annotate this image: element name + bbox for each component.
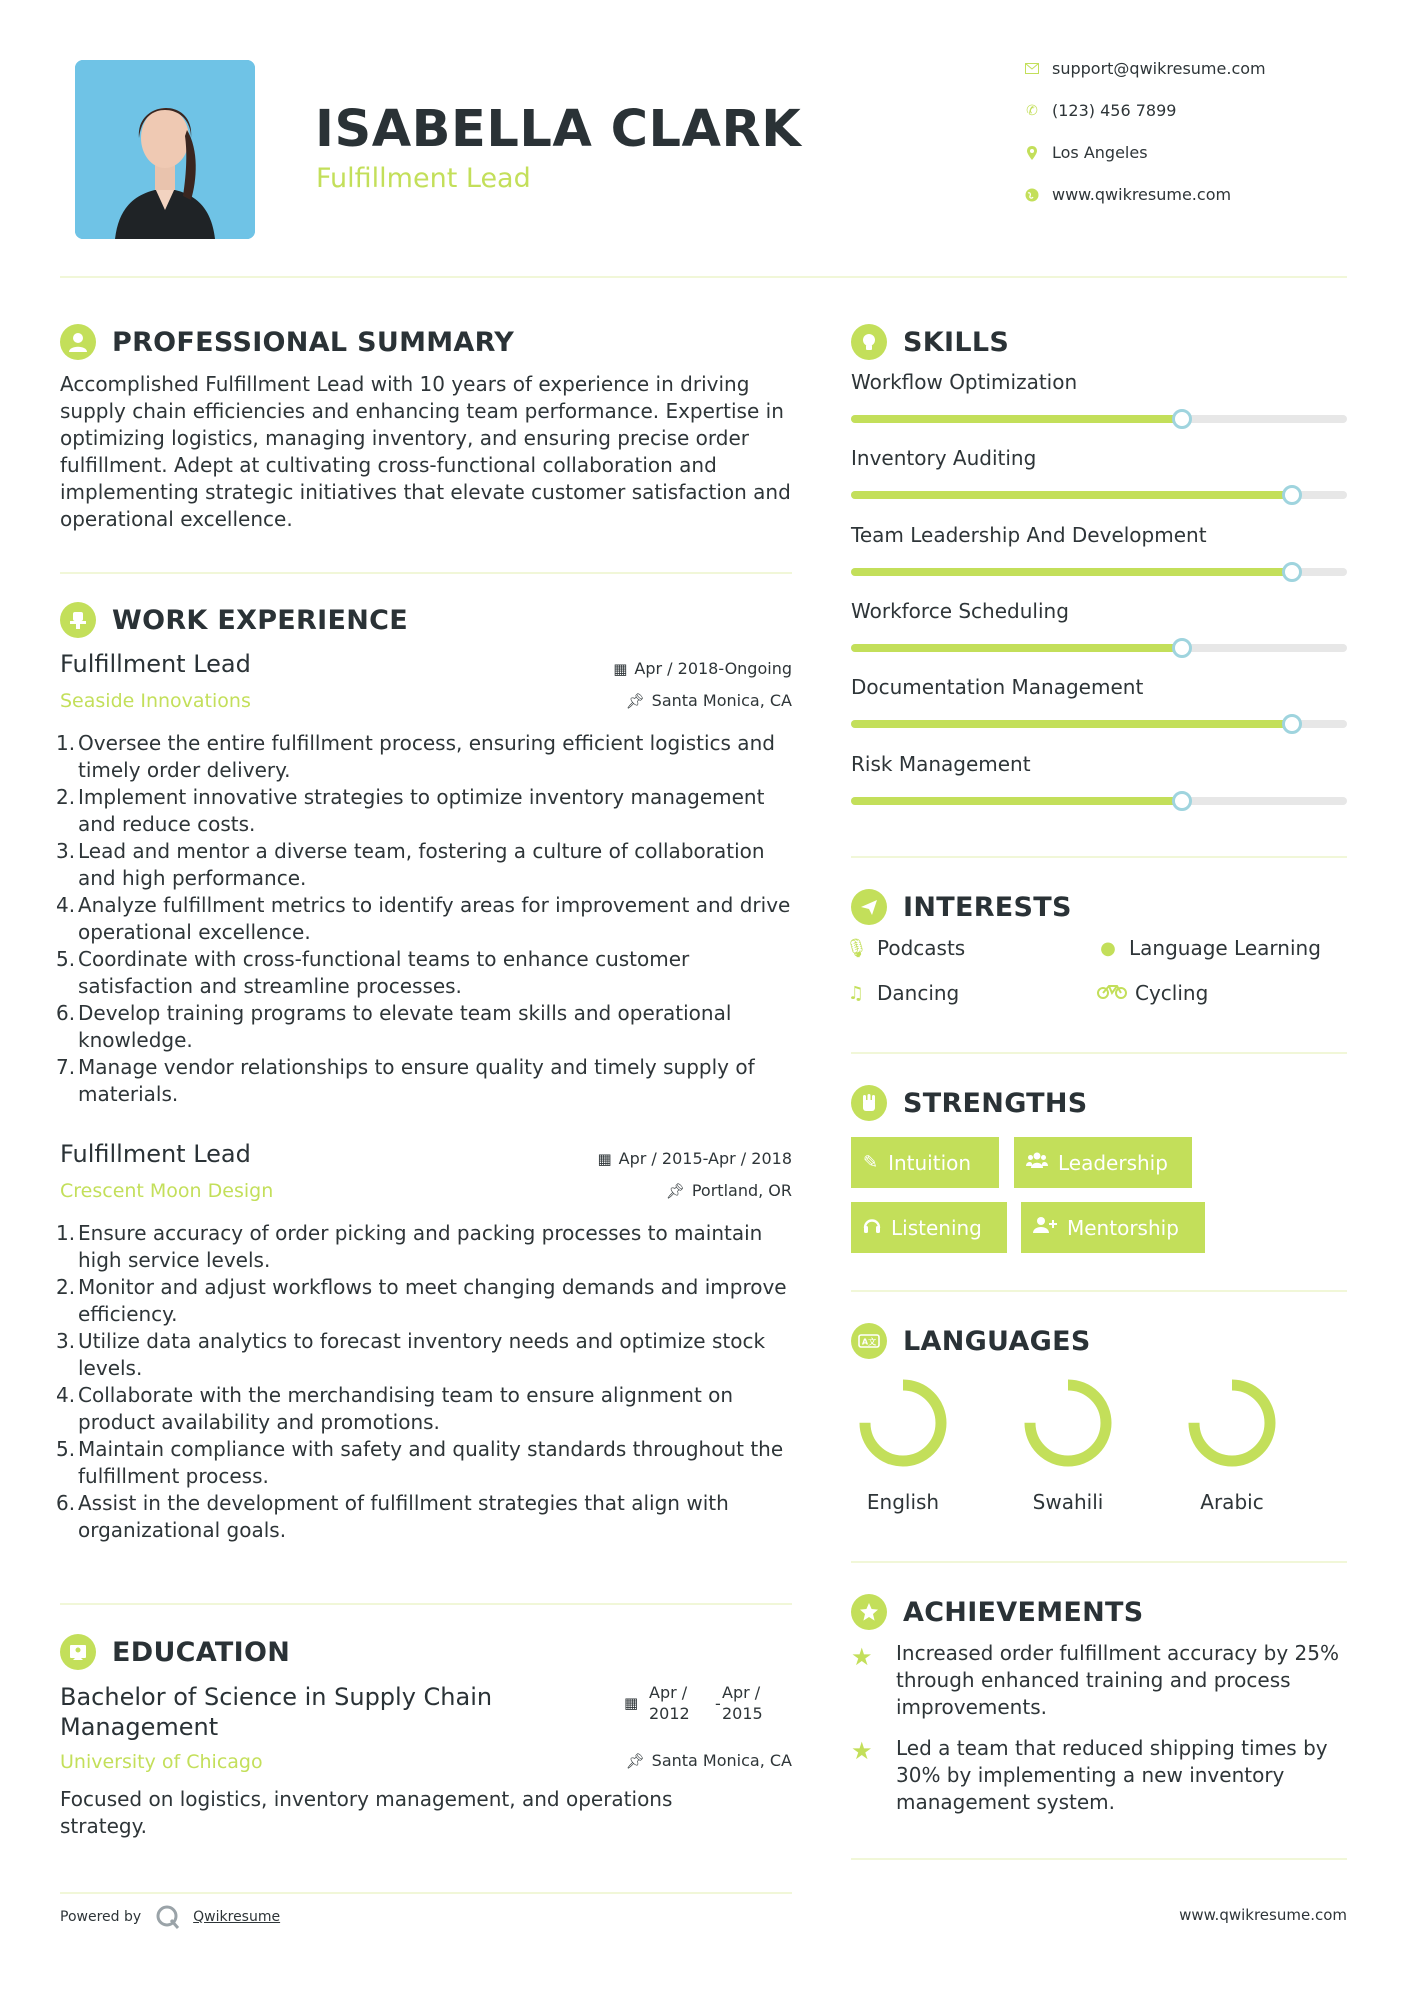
language-level-ring (853, 1373, 953, 1473)
languages-divider (851, 1561, 1347, 1563)
interest-dancing (845, 981, 959, 1005)
skills-divider (851, 856, 1347, 858)
job-1-location-text: Santa Monica, CA (651, 691, 792, 710)
candidate-name: ISABELLA CLARK (315, 100, 802, 159)
skill-bar-fill (851, 644, 1182, 652)
contact-website[interactable] (1052, 185, 1231, 204)
list-item: 4. Collaborate with the merchandising team to ensure alignment on product availability and promotions. (56, 1383, 734, 1434)
microphone-icon: 🎙︎ (845, 937, 868, 959)
skill-bar-fill (851, 720, 1292, 728)
education-location (560, 1751, 792, 1770)
skill-bar (851, 644, 1347, 652)
interest-cycling (1097, 981, 1208, 1005)
job-2-location (560, 1181, 792, 1200)
phone-icon: ✆ (1026, 102, 1038, 119)
achievements-heading (851, 1594, 1144, 1630)
contact-location (1052, 143, 1148, 162)
contact-location-text: Los Angeles (1052, 143, 1148, 162)
job-2-company: Crescent Moon Design (60, 1180, 274, 1202)
list-item: 6. Develop training programs to elevate team skills and operational knowledge. (56, 1001, 732, 1052)
header-divider (60, 276, 1347, 278)
skill-bar-fill (851, 491, 1292, 499)
music-note-icon: ♫ (847, 982, 865, 1004)
svg-text:A文: A文 (861, 1337, 877, 1347)
skill-name: Risk Management (851, 751, 1031, 776)
globe-icon: ● (1100, 937, 1116, 959)
strength-label: Mentorship (1067, 1215, 1179, 1240)
job-2-duties (56, 1220, 800, 1544)
education-divider (60, 1892, 792, 1894)
list-item: 4. Analyze fulfillment metrics to identify areas for improvement and drive operational excellence. (56, 893, 791, 944)
skill-bar (851, 568, 1347, 576)
list-item: 6. Assist in the development of fulfillment strategies that align with organizational goals. (56, 1491, 729, 1542)
skills-heading (851, 324, 1009, 360)
contact-website-text: www.qwikresume.com (1052, 185, 1232, 204)
education-description: Focused on logistics, inventory management, and operations strategy. (60, 1787, 673, 1838)
footer-url[interactable]: www.qwikresume.com (1179, 1906, 1347, 1924)
achievement-2: Led a team that reduced shipping times by 30% by implementing a new inventory management system. (896, 1736, 1328, 1814)
pushpin-icon: 📌︎ (625, 691, 645, 710)
list-item: 5. Coordinate with cross-functional teams to enhance customer satisfaction and streamline processes. (56, 947, 690, 998)
skill-bar (851, 415, 1347, 423)
language-icon (851, 1323, 887, 1359)
summary-heading-text: PROFESSIONAL SUMMARY (112, 326, 515, 358)
job-2-location-text: Portland, OR (691, 1181, 792, 1200)
work-heading (60, 602, 408, 638)
skill-bar (851, 797, 1347, 805)
skill-level-knob (1172, 409, 1192, 429)
work-heading-text: WORK EXPERIENCE (112, 604, 408, 636)
job-2-dates-text: Apr / 2015-Apr / 2018 (618, 1149, 792, 1168)
interest-label: Language Learning (1129, 936, 1321, 960)
summary-divider (60, 572, 792, 574)
skills-heading-text: SKILLS (903, 326, 1010, 358)
list-item: 1. Ensure accuracy of order picking and packing processes to maintain high service levels. (56, 1221, 763, 1272)
job-1-location (560, 691, 792, 710)
languages-heading-text: LANGUAGES (903, 1325, 1091, 1357)
job-1-role: Fulfillment Lead (60, 650, 251, 678)
job-1-duties (56, 730, 800, 1108)
interest-label: Podcasts (877, 936, 966, 960)
candidate-title: Fulfillment Lead (316, 163, 531, 194)
skill-bar (851, 491, 1347, 499)
star-badge-icon (851, 1594, 887, 1630)
strength-listening (851, 1202, 1007, 1253)
skill-name: Workforce Scheduling (851, 598, 1069, 623)
hand-icon (851, 1085, 887, 1121)
skill-name: Team Leadership And Development (851, 522, 1207, 547)
strength-label: Intuition (888, 1150, 972, 1175)
interests-divider (851, 1052, 1347, 1054)
skill-level-knob (1282, 562, 1302, 582)
profile-photo (75, 60, 255, 239)
education-school: University of Chicago (60, 1751, 263, 1773)
interest-label: Cycling (1135, 981, 1209, 1005)
interest-label: Dancing (877, 981, 960, 1005)
skill-level-knob (1172, 638, 1192, 658)
education-date-end: Apr / 2015 (722, 1683, 763, 1723)
star-icon: ★ (851, 1643, 873, 1671)
education-date-start: Apr / 2012 (649, 1683, 690, 1723)
contact-phone[interactable] (1026, 101, 1177, 120)
skill-bar (851, 720, 1347, 728)
summary-heading (60, 324, 514, 360)
education-heading-text: EDUCATION (112, 1636, 291, 1668)
contact-email-text: support@qwikresume.com (1052, 59, 1266, 78)
user-plus-icon (1033, 1216, 1057, 1239)
lightbulb-icon (851, 324, 887, 360)
qwikresume-link[interactable]: Qwikresume (193, 1909, 281, 1925)
interest-podcasts (845, 936, 965, 960)
language-name: Arabic (1200, 1490, 1264, 1514)
skill-level-knob (1172, 791, 1192, 811)
job-2-dates (540, 1149, 792, 1168)
achievements-divider (851, 1858, 1347, 1860)
language-level-ring (1182, 1373, 1282, 1473)
bicycle-icon (1097, 983, 1119, 1004)
language-name: English (866, 1490, 940, 1514)
paper-plane-icon (851, 889, 887, 925)
calendar-icon: ▦ (624, 1694, 639, 1712)
job-2-role: Fulfillment Lead (60, 1140, 251, 1168)
skill-bar-fill (851, 415, 1182, 423)
calendar-icon: ▦ (613, 659, 628, 678)
interest-language-learning (1097, 936, 1321, 960)
qwikresume-logo-icon (155, 1904, 181, 1930)
headphones-icon (863, 1216, 881, 1239)
powered-by-label: Powered by (60, 1909, 142, 1925)
skill-bar-fill (851, 568, 1292, 576)
skill-level-knob (1282, 714, 1302, 734)
pushpin-icon: 📌︎ (665, 1181, 685, 1200)
skill-name: Workflow Optimization (851, 370, 1078, 394)
education-degree: Bachelor of Science in Supply Chain Management (60, 1683, 493, 1741)
education-location-text: Santa Monica, CA (651, 1751, 792, 1770)
strengths-heading (851, 1085, 1088, 1121)
skill-name: Inventory Auditing (851, 446, 1037, 471)
briefcase-icon (60, 602, 96, 638)
languages-heading (851, 1323, 1091, 1359)
strength-leadership (1014, 1137, 1192, 1188)
globe-icon (1024, 187, 1040, 203)
strength-label: Listening (891, 1215, 982, 1240)
user-icon (60, 324, 96, 360)
skill-level-knob (1282, 485, 1302, 505)
star-icon: ★ (851, 1737, 873, 1765)
work-divider (60, 1603, 792, 1605)
education-date-sep: - (715, 1694, 721, 1713)
language-name: Swahili (1032, 1490, 1104, 1514)
list-item: 2. Monitor and adjust workflows to meet changing demands and improve efficiency. (56, 1275, 787, 1326)
location-pin-icon (1024, 145, 1040, 161)
strengths-divider (851, 1290, 1347, 1292)
achievement-1: Increased order fulfillment accuracy by 25% through enhanced training and process improvements. (896, 1641, 1339, 1719)
mail-icon (1024, 61, 1040, 77)
language-level-ring (1018, 1373, 1118, 1473)
strength-intuition (851, 1137, 999, 1188)
strengths-heading-text: STRENGTHS (903, 1087, 1088, 1119)
list-item: 1. Oversee the entire fulfillment process, ensuring efficient logistics and timely order delivery. (56, 731, 775, 782)
strength-label: Leadership (1058, 1150, 1168, 1175)
powered-by (60, 1904, 280, 1930)
list-item: 7. Manage vendor relationships to ensure quality and timely supply of materials. (56, 1055, 755, 1106)
job-1-dates (560, 659, 792, 678)
education-heading (60, 1634, 290, 1670)
list-item: 3. Utilize data analytics to forecast inventory needs and optimize stock levels. (56, 1329, 766, 1380)
skill-name: Documentation Management (851, 675, 1144, 700)
list-item: 3. Lead and mentor a diverse team, fostering a culture of collaboration and high performance. (56, 839, 765, 890)
achievements-heading-text: ACHIEVEMENTS (903, 1596, 1144, 1628)
list-item: 2. Implement innovative strategies to optimize inventory management and reduce costs. (56, 785, 765, 836)
pushpin-icon: 📌︎ (625, 1751, 645, 1770)
magic-wand-icon: ✎ (863, 1152, 879, 1173)
group-icon (1026, 1151, 1048, 1174)
job-1-dates-text: Apr / 2018-Ongoing (634, 659, 792, 678)
strength-mentorship (1021, 1202, 1205, 1253)
graduation-icon (60, 1634, 96, 1670)
skill-bar-fill (851, 797, 1182, 805)
interests-heading (851, 889, 1072, 925)
job-1-company: Seaside Innovations (60, 690, 251, 712)
summary-text: Accomplished Fulfillment Lead with 10 years of experience in driving supply chain efficiencies and enhancing team performance. Expertise in optimizing logistics, managing inventory, and ensuring precise order fulfillment. Adept at cultivating cross-functional collaboration and implementing strategic initiatives that elevate customer satisfaction and operational excellence. (60, 372, 791, 531)
list-item: 5. Maintain compliance with safety and quality standards throughout the fulfillment process. (56, 1437, 784, 1488)
contact-phone-text: (123) 456 7899 (1052, 101, 1177, 120)
interests-heading-text: INTERESTS (903, 891, 1072, 923)
calendar-icon: ▦ (597, 1149, 612, 1168)
contact-email[interactable] (1052, 59, 1266, 78)
